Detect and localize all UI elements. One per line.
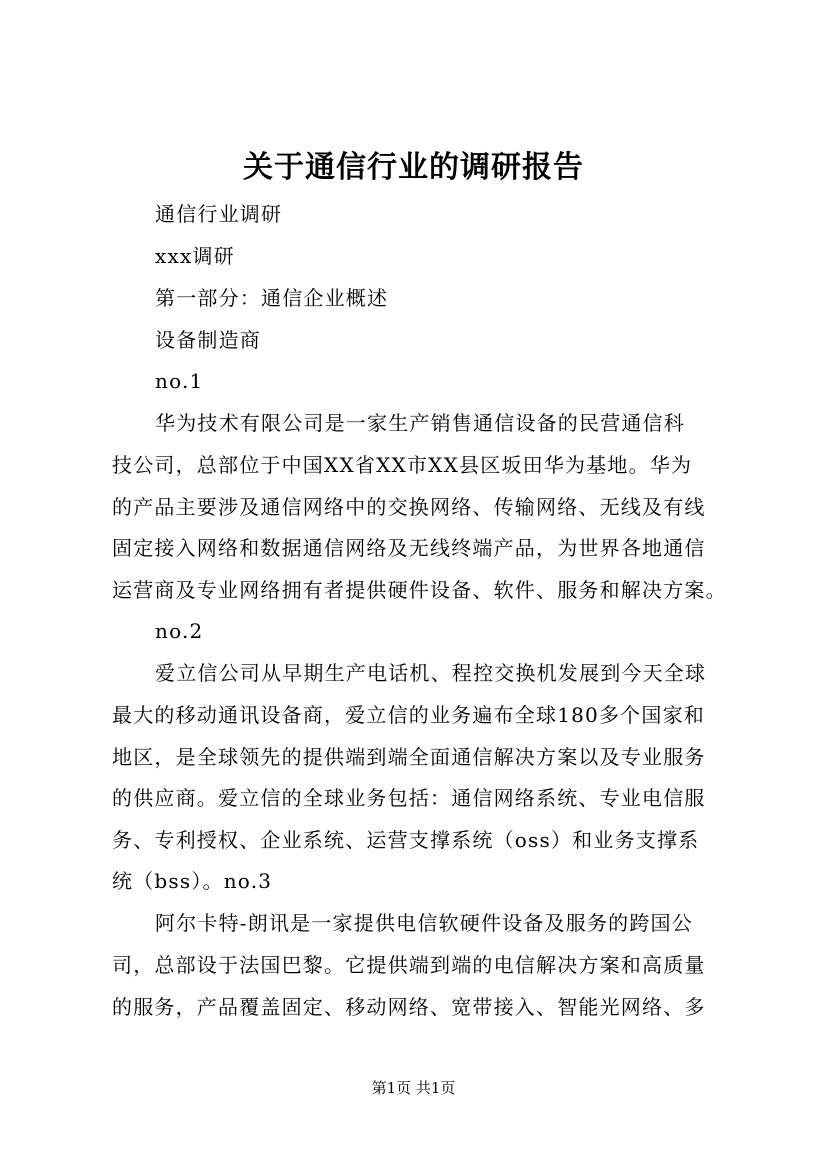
text-line: 司，总部设于法国巴黎。它提供端到端的电信解决方案和高质量 (112, 953, 706, 977)
text-line: 华为技术有限公司是一家生产销售通信设备的民营通信科 (155, 411, 685, 435)
text-line: 运营商及专业网络拥有者提供硬件设备、软件、服务和解决方案。 (112, 578, 727, 602)
text-line: 第一部分：通信企业概述 (155, 286, 389, 310)
text-line: no.2 (155, 619, 204, 643)
document-title: 关于通信行业的调研报告 (243, 150, 584, 185)
page-footer: 第1页 共1页 (371, 1079, 456, 1097)
text-line: 通信行业调研 (155, 202, 283, 226)
text-line: 设备制造商 (155, 328, 261, 352)
text-line: 爱立信公司从早期生产电话机、程控交换机发展到今天全球 (155, 661, 707, 685)
text-line: 的产品主要涉及通信网络中的交换网络、传输网络、无线及有线 (112, 495, 706, 519)
text-line: 阿尔卡特-朗讯是一家提供电信软硬件设备及服务的跨国公 (155, 911, 693, 935)
text-line: 统（bss）。no.3 (112, 869, 273, 893)
text-line: 的服务，产品覆盖固定、移动网络、宽带接入、智能光网络、多 (112, 995, 706, 1019)
text-line: 的供应商。爱立信的全球业务包括：通信网络系统、专业电信服 (112, 786, 706, 810)
text-line: 地区，是全球领先的提供端到端全面通信解决方案以及专业服务 (112, 745, 706, 769)
text-line: 务、专利授权、企业系统、运营支撑系统（oss）和业务支撑系 (112, 828, 700, 852)
text-line: no.1 (155, 369, 204, 393)
text-line: 技公司，总部位于中国XX省XX市XX县区坂田华为基地。华为 (112, 453, 693, 477)
text-line: xxx调研 (155, 244, 235, 268)
text-line: 最大的移动通讯设备商，爱立信的业务遍布全球180多个国家和 (112, 703, 705, 727)
text-line: 固定接入网络和数据通信网络及无线终端产品，为世界各地通信 (112, 536, 706, 560)
